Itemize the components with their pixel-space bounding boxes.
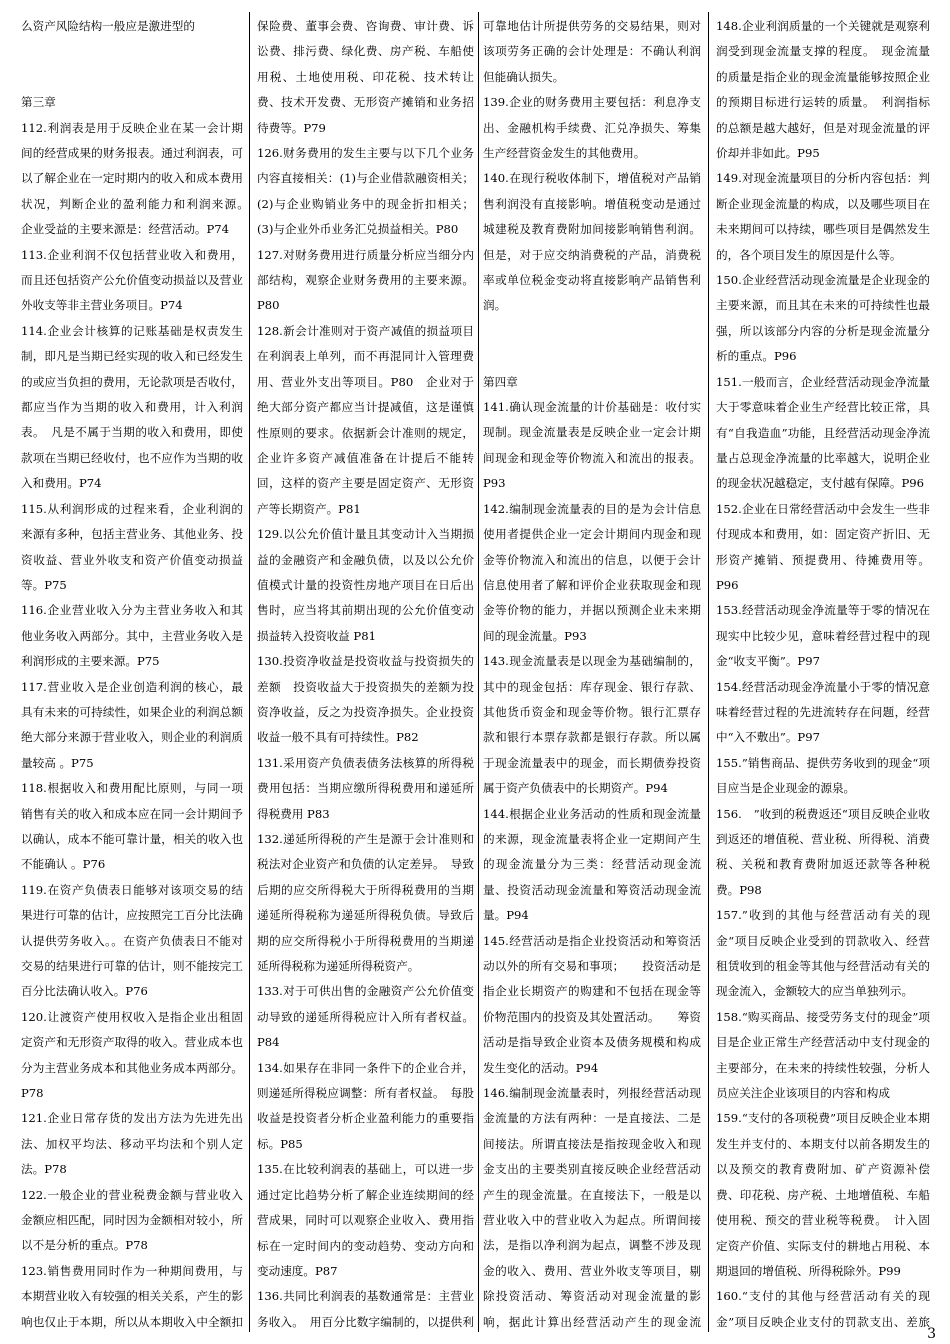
paragraph: 146.编制现金流量表时，列报经营活动现金流量的方法有两种：一是直接法、二是间接法。所谓直接法是指按现金收入和现金支出的主要类别直接反映企业经营活动产生的现金流量。在直接法下，一般是以营业收入中的营业收入为起点。所谓间接法，是指以净利润为起点，调整不涉及现金的收入、费用、营业外收支等项目，剔除投资活动、筹资活动对现金流量的影响，据此计算出经营活动产生的现金流 — [483, 1086, 701, 1329]
blank-line — [21, 39, 243, 64]
blank-line — [483, 319, 701, 344]
paragraph: 160.“支付的其他与经营活动有关的现金”项目反映企业支付的罚款支出、差旅 — [716, 1289, 930, 1329]
text-column-4 — [716, 14, 930, 1332]
paragraph: 可靠地估计所提供劳务的交易结果，则对该项劳务正确的会计处理是：不确认利润但能确认损失。 — [483, 19, 701, 84]
paragraph: 140.在现行税收体制下，增值税对产品销售利润没有直接影响。增值税变动是通过城建税及教育费附加间接影响销售利润。但是，对于应交纳消费税的产品，消费税率或单位税金变动将直接影响产品销售利润。 — [483, 171, 701, 313]
paragraph: 保险费、董事会费、咨询费、审计费、诉讼费、排污费、绿化费、房产税、车船使用税、土地使用税、印花税、技术转让费、技术开发费、无形资产摊销和业务招待费等。P79 — [257, 19, 474, 135]
paragraph: 152.企业在日常经营活动中会发生一些非付现成本和费用，如：固定资产折旧、无形资产摊销、预提费用、待摊费用等。P96 — [716, 501, 930, 592]
paragraph: 149.对现金流量项目的分析内容包括：判断企业现金流量的构成，以及哪些项目在未来期间可以持续，哪些项目是偶然发生的，各个项目发生的原因是什么等。 — [716, 171, 930, 262]
blank-line — [483, 344, 701, 369]
text-column-1 — [21, 14, 243, 1332]
paragraph: 115.从利润形成的过程来看，企业利润的来源有多种，包括主营业务、其他业务、投资收益、营业外收支和资产价值变动损益等。P75 — [21, 501, 243, 592]
text-column-2 — [257, 14, 474, 1332]
page-number: 3 — [927, 1326, 936, 1342]
paragraph: 127.对财务费用进行质量分析应当细分内部结构，观察企业财务费用的主要来源。P80 — [257, 247, 474, 313]
paragraph: 145.经营活动是指企业投资活动和筹资活动以外的所有交易和事项； 投资活动是指企业长期资产的购建和不包括在现金等价物范围内的投资及其处置活动。 筹资活动是指导致企业资本及债务规模和构成发生变化的活动。P94 — [483, 933, 701, 1075]
paragraph: 123.销售费用同时作为一种期间费用，与本期营业收入有较强的相关关系，产生的影响也仅止于本期，所以从本期收入中全额扣 — [21, 1263, 243, 1329]
paragraph: 117.营业收入是企业创造利润的核心，最具有未来的可持续性，如果企业的利润总额绝大部分来源于营业收入，则企业的利润质量较高 。P75 — [21, 679, 243, 770]
paragraph: 141.确认现金流量的计价基础是：收付实现制。现金流量表是反映企业一定会计期间现金和现金等价物流入和流出的报表。P93 — [483, 400, 701, 491]
column-divider — [708, 12, 709, 1332]
paragraph: 116.企业营业收入分为主营业务收入和其他业务收入两部分。其中，主营业务收入是利润形成的主要来源。P75 — [21, 603, 243, 669]
paragraph: 158.“购买商品、接受劳务支付的现金”项目是企业正常生产经营活动中支付现金的主要部分，在未来的持续性较强，分析人员应关注企业该项目的内容和构成 — [716, 1009, 930, 1101]
paragraph: 130.投资净收益是投资收益与投资损失的差额 投资收益大于投资损失的差额为投资净收益，反之为投资净损失。企业投资收益一般不具有可持续性。P82 — [257, 654, 474, 745]
paragraph: 114.企业会计核算的记账基础是权责发生制，即凡是当期已经实现的收入和已经发生的或应当负担的费用，无论款项是否收付，都应当作为当期的收入和费用，计入利润表。 凡是不属于当期的收入和费用，即使款项在当期已经收付，也不应作为当期的收入和费用。P74 — [21, 323, 243, 491]
paragraph: 143.现金流量表是以现金为基础编制的，其中的现金包括：库存现金、银行存款、其他货币资金和现金等价物。银行汇票存款和银行本票存款都是银行存款。所以属于现金流量表中的现金，而长期债券投资属于资产负债表中的长期资产。P94 — [483, 654, 701, 796]
paragraph: 120.让渡资产使用权收入是指企业出租固定资产和无形资产取得的收入。营业成本也分为主营业务成本和其他业务成本两部分。P78 — [21, 1009, 243, 1101]
column-divider — [478, 12, 479, 1332]
paragraph: 139.企业的财务费用主要包括：利息净支出、金融机构手续费、汇兑净损失、筹集生产经营资金发生的其他费用。 — [483, 95, 701, 161]
paragraph: 136.共同比利润表的基数通常是：主营业务收入。 用百分比数字编制的，以提供利 — [257, 1289, 474, 1329]
paragraph: 135.在比较利润表的基础上，可以进一步通过定比趋势分析了解企业连续期间的经营成果，同时可以观察企业收入、费用指标在一定时间内的变动趋势、变动方向和变动速度。P87 — [257, 1162, 474, 1278]
paragraph: 第四章 — [483, 374, 518, 389]
paragraph: 148.企业利润质量的一个关键就是观察利润受到现金流量支撑的程度。 现金流量的质量是指企业的现金流量能够按照企业的预期目标进行运转的质量。 利润指标的总额是越大越好，但是对现金流量的评价却并非如此。P95 — [716, 19, 930, 161]
paragraph: 121.企业日常存货的发出方法为先进先出法、加权平均法、移动平均法和个别人定法。P78 — [21, 1111, 243, 1177]
paragraph: 113.企业利润不仅包括营业收入和费用，而且还包括资产公允价值变动损益以及营业外收支等非主营业务项目。P74 — [21, 247, 243, 313]
paragraph: 么资产风险结构一般应是激进型的 — [21, 19, 195, 33]
paragraph: 133.对于可供出售的金融资产公允价值变动导致的递延所得税应计入所有者权益。P84 — [257, 984, 474, 1050]
paragraph: 154.经营活动现金净流量小于零的情况意味着经营过程的先进流转存在问题，经营中“入不敷出”。P97 — [716, 679, 930, 745]
paragraph: 150.企业经营活动现金流量是企业现金的主要来源，而且其在未来的可持续性也最强，所以该部分内容的分析是现金流量分析的重点。P96 — [716, 273, 930, 364]
paragraph: 142.编制现金流量表的目的是为会计信息使用者提供企业一定会计期间内现金和现金等价物流入和流出的信息，以便于会计信息使用者了解和评价企业获取现金和现金等价物的能力，并据以预测企业未来期间的现金流量。P93 — [483, 501, 701, 643]
blank-line — [21, 65, 243, 90]
paragraph: 156. ”收到的税费返还“项目反映企业收到返还的增值税、营业税、所得税、消费税、关税和教育费附加返还款等各种税费。P98 — [716, 806, 930, 897]
paragraph: 159.“支付的各项税费”项目反映企业本期发生并支付的、本期支付以前各期发生的以及预交的教育费附加、矿产资源补偿费、印花税、房产税、土地增值税、车船使用税、预交的营业税等税费。 计入固定资产价值、实际支付的耕地占用税、本期退回的增值税、所得税除外。P99 — [716, 1111, 930, 1278]
paragraph: 153.经营活动现金净流量等于零的情况在现实中比较少见，意味着经营过程中的现金“收支平衡”。P97 — [716, 603, 930, 669]
paragraph: 122.一般企业的营业税费金额与营业收入金额应相匹配，同时因为金额相对较小，所以不是分析的重点。P78 — [21, 1187, 243, 1253]
paragraph: 131.采用资产负债表债务法核算的所得税费用包括：当期应缴所得税费用和递延所得税费用 P83 — [257, 755, 474, 821]
paragraph: 118.根据收入和费用配比原则，与同一项销售有关的收入和成本应在同一会计期间予以确认，成本不能可靠计量，相关的收入也不能确认 。P76 — [21, 781, 243, 872]
column-divider — [249, 12, 250, 1332]
paragraph: 132.递延所得税的产生是源于会计准则和税法对企业资产和负债的认定差异。 导致后期的应交所得税大于所得税费用的当期递延所得税称为递延所得税负债。导致后期的应交所得税小于所得税费用的当期递延所得税称为递延所得税资产。 — [257, 832, 474, 974]
paragraph: 第三章 — [21, 95, 56, 110]
paragraph: 155.”销售商品、提供劳务收到的现金“项目应当是企业现金的源泉。 — [716, 755, 930, 796]
paragraph: 157.”收到的其他与经营活动有关的现金“项目反映企业受到的罚款收入、经营租赁收到的租金等其他与经营活动有关的现金流入，金额较大的应当单独列示。 — [716, 908, 930, 999]
paragraph: 128.新会计准则对于资产减值的损益项目在利润表上单列，而不再混同计入管理费用、营业外支出等项目。P80 企业对于绝大部分资产都应当计提减值，这是谨慎性原则的要求。依据新会计准则的规定，企业许多资产减值准备在计提后不能转回，这样的资产主要是固定资产、无形资产等长期资产。P81 — [257, 323, 474, 516]
paragraph: 112.利润表是用于反映企业在某一会计期间的经营成果的财务报表。通过利润表，可以了解企业在一定时期内的收入和成本费用状况，判断企业的盈利能力和利润来源。 企业受益的主要来源是：经营活动。P74 — [21, 120, 243, 237]
paragraph: 134.如果存在非同一条件下的企业合并，则递延所得税应调整：所有者权益。 每股收益是投资者分析企业盈利能力的重要指标。P85 — [257, 1060, 474, 1151]
paragraph: 126.财务费用的发生主要与以下几个业务内容直接相关：(1)与企业借款融资相关；(2)与企业购销业务中的现金折扣相关；(3)与企业外币业务汇兑损益相关。P80 — [257, 146, 474, 237]
paragraph: 151.一般而言，企业经营活动现金净流量大于零意味着企业生产经营比较正常，具有“自我造血”功能，且经营活动现金净流量占总现金净流量的比率越大，说明企业的现金状况越稳定，支付越有保障。P96 — [716, 374, 930, 491]
paragraph: 119.在资产负债表日能够对该项交易的结果进行可靠的估计，应按照完工百分比法确认提供劳务收入。。在资产负债表日不能对交易的结果进行可靠的估计，则不能按完工百分比法确认收入。P76 — [21, 882, 243, 999]
paragraph: 144.根据企业业务活动的性质和现金流量的来源，现金流量表将企业一定期间产生的现金流量分为三类：经营活动现金流量、投资活动现金流量和筹资活动现金流量。P94 — [483, 806, 701, 923]
text-column-3 — [483, 14, 701, 1332]
paragraph: 129.以公允价值计量且其变动计入当期损益的金融资产和金融负债，以及以公允价值模式计量的投资性房地产项目在日后出售时，应当将其前期出现的公允价值变动损益转入投资收益 P81 — [257, 527, 474, 643]
